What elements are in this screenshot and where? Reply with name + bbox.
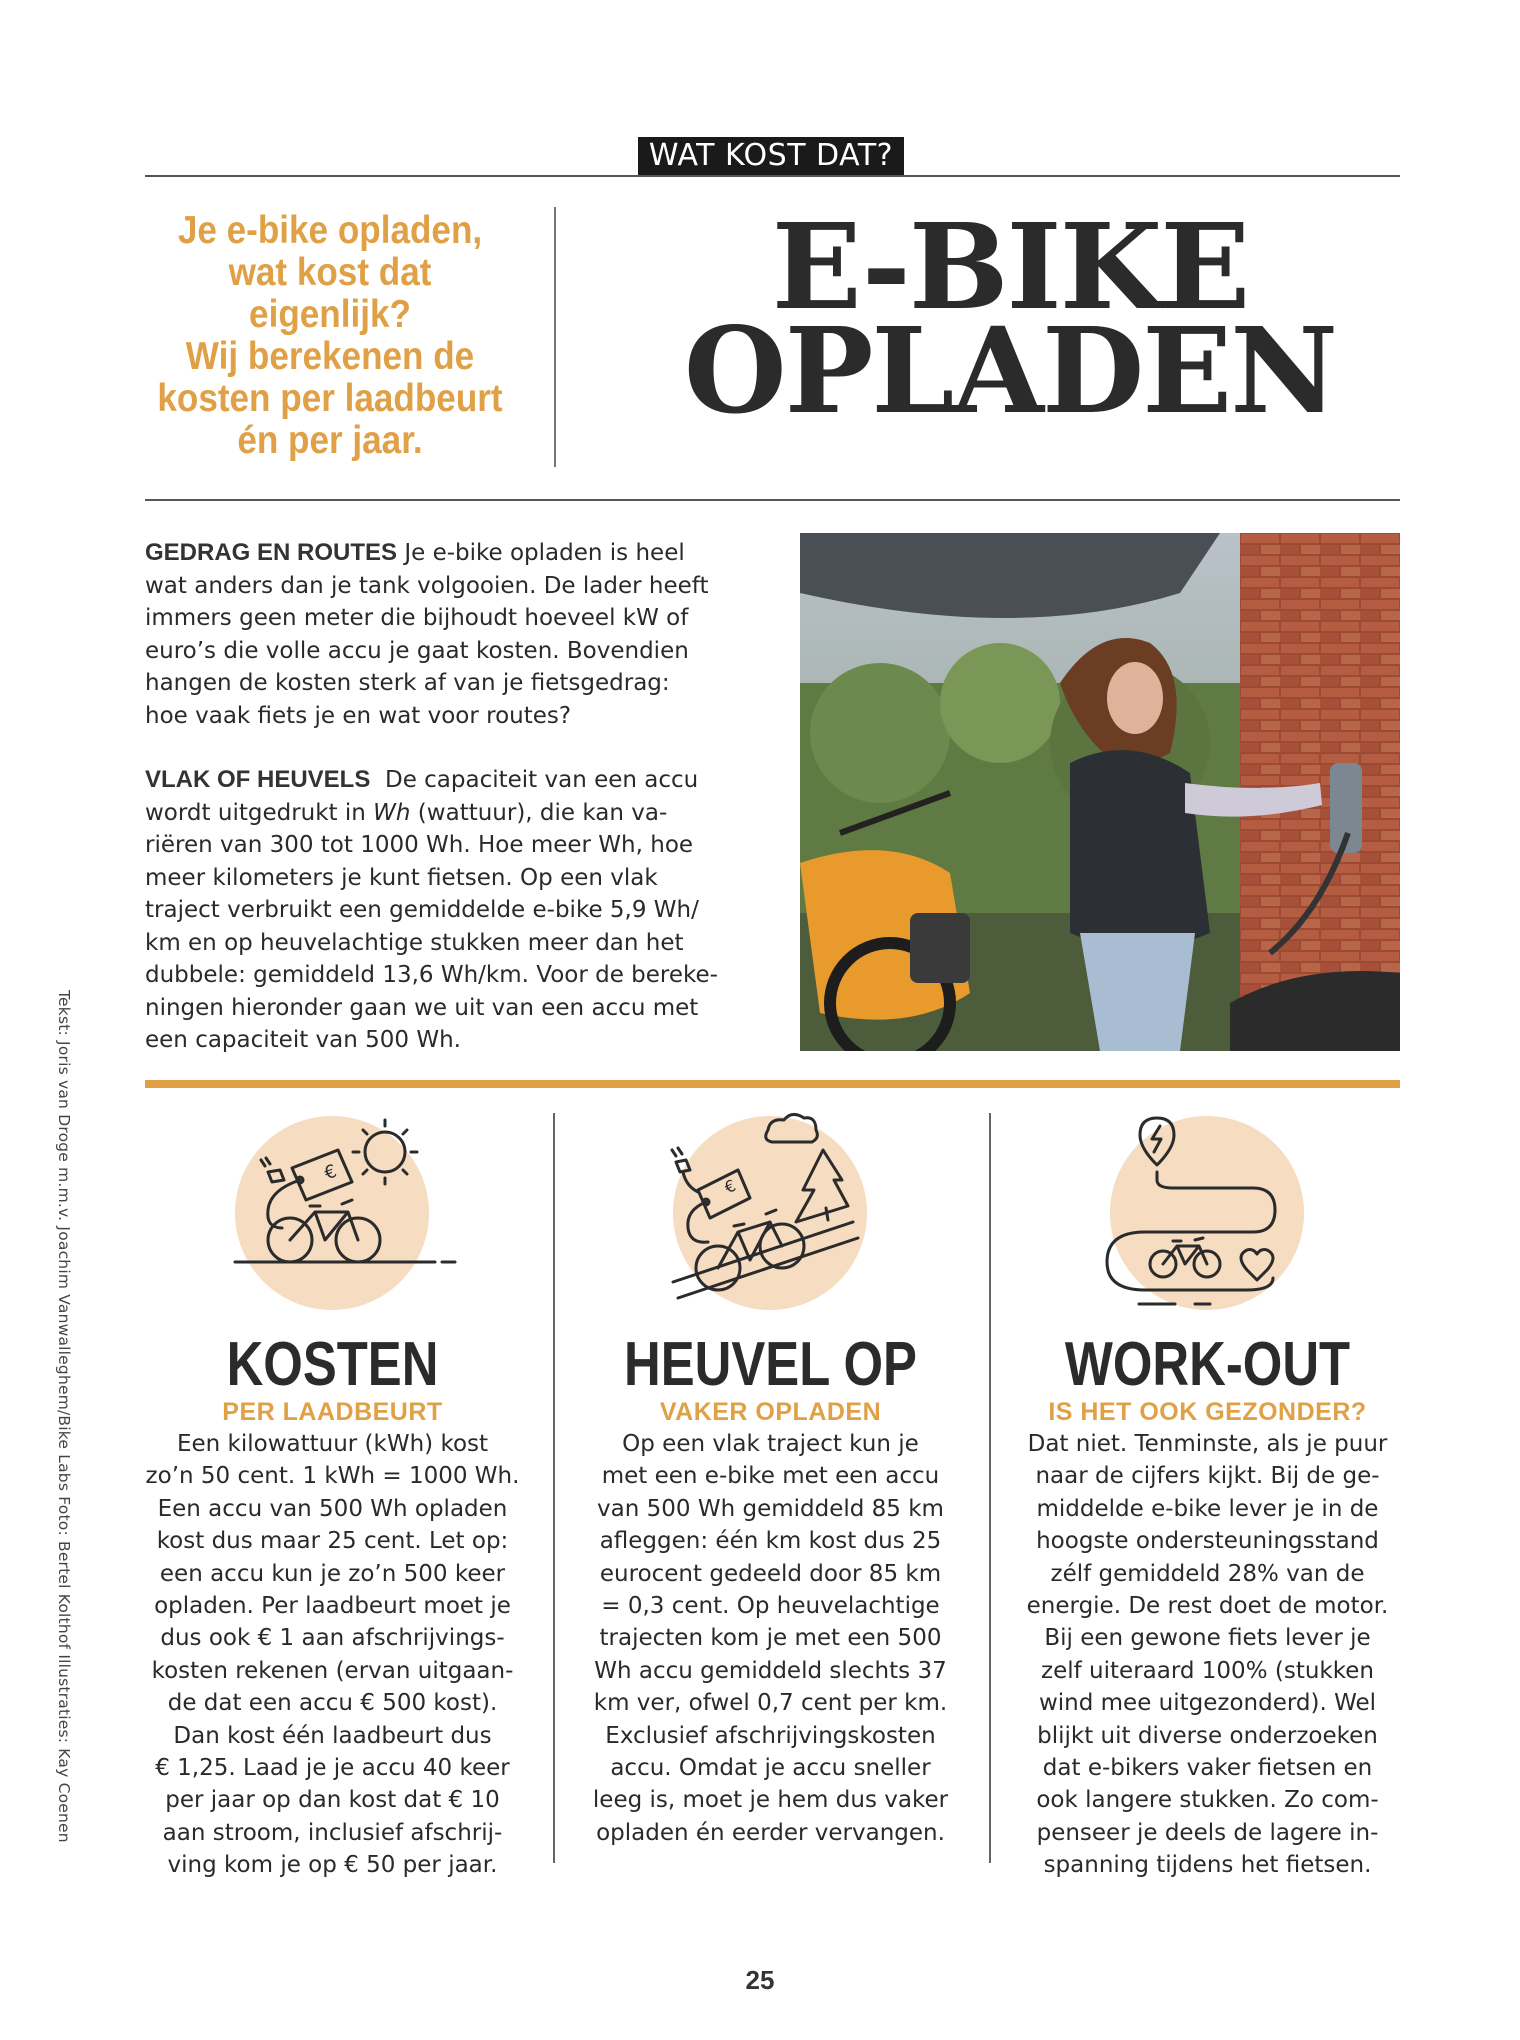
column-heuvel-op	[558, 1110, 983, 1849]
text-line: hoe vaak fiets je en wat voor routes?	[145, 702, 572, 729]
text-line: dat e-bikers vaker fietsen en	[1042, 1755, 1373, 1782]
intro-line: kosten per laadbeurt	[157, 377, 503, 420]
text-line: Op een vlak traject kun je	[622, 1431, 919, 1457]
text-line: een accu kun je zo’n 500 keer	[159, 1560, 506, 1587]
column-title: WORK-OUT	[1064, 1330, 1351, 1399]
column-divider	[553, 1113, 555, 1863]
text-line: dubbele: gemiddeld 13,6 Wh/km. Voor de bereke-	[145, 962, 718, 988]
text-line: blijkt uit diverse onderzoeken	[1037, 1722, 1378, 1749]
text-line: ook langere stukken. Zo com-	[1036, 1787, 1379, 1814]
text-line: zélf gemiddeld 28% van de	[1050, 1560, 1365, 1587]
text-line: Exclusief afschrijvingskosten	[605, 1722, 936, 1749]
text-line: ving kom je op € 50 per jaar.	[167, 1852, 498, 1879]
text-line: middelde e-bike lever je in de	[1036, 1495, 1379, 1522]
title-line-1: E-BIKE	[771, 197, 1249, 336]
column-subtitle: PER LAADBEURT	[222, 1398, 443, 1426]
text-line: zelf uiteraard 100% (stukken	[1041, 1657, 1374, 1684]
column-divider	[989, 1113, 991, 1863]
intro-line: eigenlijk?	[249, 293, 411, 336]
paragraph-routes	[145, 537, 775, 732]
header-divider	[145, 499, 1400, 501]
text-line: ningen hieronder gaan we uit van een accu met	[145, 994, 699, 1021]
svg-text:€: €	[321, 1160, 340, 1185]
bike-uphill-icon	[558, 1110, 983, 1310]
text-line: km en op heuvelachtige stukken meer dan het	[145, 929, 684, 956]
text-line: immers geen meter die bijhoudt hoeveel kW of	[145, 605, 689, 631]
text-line: riëren van 300 tot 1000 Wh. Hoe meer Wh, hoe	[145, 832, 694, 858]
credits-text: Tekst: Joris van Droge m.m.v. Joachim Vanwalleghem/Bike Labs Foto: Bertel Kolthof Illustraties: Kay Coenen	[55, 990, 73, 1843]
text-line: energie. De rest doet de motor.	[1026, 1593, 1389, 1620]
text-line: trajecten kom je met een 500	[599, 1625, 942, 1652]
column-text	[120, 1428, 545, 1882]
column-subtitle: IS HET OOK GEZONDER?	[1048, 1398, 1367, 1426]
text-line: hangen de kosten sterk af van je fietsgedrag:	[145, 670, 670, 696]
text-line: wordt uitgedrukt in	[145, 799, 374, 826]
top-divider	[145, 175, 1400, 177]
text-line: kost dus maar 25 cent. Let op:	[156, 1528, 509, 1555]
intro-divider	[554, 207, 556, 467]
column-text	[995, 1428, 1420, 1882]
text-line: spanning tijdens het fietsen.	[1043, 1852, 1372, 1879]
text-line: meer kilometers je kunt fietsen. Op een vlak	[145, 864, 658, 891]
text-line: = 0,3 cent. Op heuvelachtige	[601, 1593, 940, 1620]
text-line: Dan kost één laadbeurt dus	[173, 1722, 492, 1749]
text-line: met een e-bike met een accu	[601, 1463, 940, 1490]
text-line: naar de cijfers kijkt. Bij de ge-	[1035, 1463, 1380, 1490]
column-subtitle: VAKER OPLADEN	[659, 1398, 882, 1426]
text-line: (wattuur), die kan va-	[410, 799, 668, 826]
text-line: dus ook € 1 aan afschrijvings-	[160, 1625, 505, 1652]
text-line: van 500 Wh gemiddeld 85 km	[597, 1495, 944, 1522]
intro-line: Je e-bike opladen,	[177, 209, 483, 252]
column-title: KOSTEN	[226, 1330, 439, 1399]
intro-line: wat kost dat	[228, 251, 432, 294]
section-kicker: WAT KOST DAT?	[638, 137, 904, 175]
photo-credits	[55, 990, 85, 1870]
text-line: de dat een accu € 500 kost).	[167, 1690, 498, 1717]
bike-charge-sun-icon	[120, 1110, 545, 1310]
text-line: afleggen: één km kost dus 25	[599, 1528, 942, 1555]
intro-line: én per jaar.	[237, 419, 423, 462]
text-line: euro’s die volle accu je gaat kosten. Bovendien	[145, 637, 689, 664]
photo-woman-charging-ebike	[800, 533, 1400, 1051]
article-body	[145, 537, 775, 1089]
text-line: Een kilowattuur (kWh) kost	[176, 1431, 489, 1457]
text-line: Een accu van 500 Wh opladen	[157, 1495, 508, 1522]
column-text	[558, 1428, 983, 1849]
svg-text:€: €	[721, 1175, 739, 1198]
paragraph-hills	[145, 764, 775, 1057]
text-line: zo’n 50 cent. 1 kWh = 1000 Wh.	[145, 1463, 520, 1490]
text-line: kosten rekenen (ervan uitgaan-	[151, 1657, 514, 1684]
intro-line: Wij berekenen de	[185, 335, 475, 378]
column-kosten	[120, 1110, 545, 1882]
text-line: km ver, ofwel 0,7 cent per km.	[593, 1690, 948, 1717]
text-line: hoogste ondersteuningsstand	[1036, 1528, 1379, 1555]
column-work-out	[995, 1110, 1420, 1882]
text-line: aan stroom, inclusief afschrij-	[162, 1819, 503, 1846]
text-line: traject verbruikt een gemiddelde e-bike 5,9 Wh/	[145, 897, 699, 923]
text-line: Je e-bike opladen is heel	[397, 540, 685, 566]
text-line: opladen. Per laadbeurt moet je	[154, 1593, 511, 1620]
text-line: De capaciteit van een accu	[370, 767, 699, 793]
text-line: Bij een gewone fiets lever je	[1044, 1625, 1371, 1652]
page-number: 25	[745, 1965, 775, 1995]
text-line: Dat niet. Tenminste, als je puur	[1027, 1431, 1388, 1457]
column-title: HEUVEL OP	[624, 1330, 917, 1399]
text-line: Wh accu gemiddeld slechts 37	[594, 1657, 947, 1684]
page-title	[620, 197, 1400, 440]
text-line: wind mee uitgezonderd). Wel	[1038, 1690, 1377, 1717]
paragraph-lead: VLAK OF HEUVELS	[145, 766, 371, 793]
bike-route-heart-icon	[995, 1110, 1420, 1310]
section-divider	[145, 1080, 1400, 1088]
text-line: accu. Omdat je accu sneller	[610, 1755, 931, 1782]
paragraph-lead: GEDRAG EN ROUTES	[145, 539, 398, 566]
text-line: opladen én eerder vervangen.	[596, 1819, 945, 1846]
title-line-2: OPLADEN	[683, 301, 1337, 440]
unit-emphasis: Wh	[373, 799, 411, 826]
text-line: penseer je deels de lagere in-	[1036, 1819, 1379, 1846]
intro-text	[150, 210, 510, 462]
text-line: wat anders dan je tank volgooien. De lader heeft	[145, 572, 709, 599]
text-line: een capaciteit van 500 Wh.	[145, 1027, 461, 1053]
text-line: eurocent gedeeld door 85 km	[599, 1560, 942, 1587]
text-line: leeg is, moet je hem dus vaker	[592, 1787, 949, 1814]
text-line: per jaar op dan kost dat € 10	[165, 1787, 500, 1814]
text-line: € 1,25. Laad je je accu 40 keer	[155, 1755, 510, 1782]
